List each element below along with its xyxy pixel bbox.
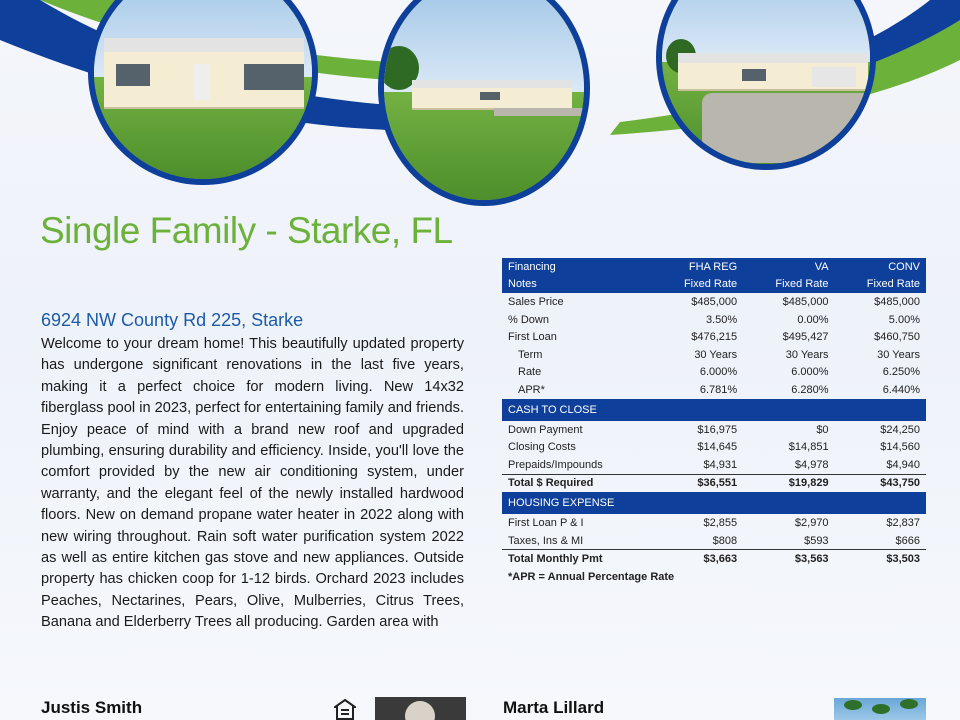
financing-header-row	[502, 258, 926, 276]
table-cell: 6.000%	[699, 366, 738, 379]
table-row	[502, 532, 926, 550]
property-address: 6924 NW County Rd 225, Starke	[41, 310, 304, 330]
table-cell: 30 Years	[694, 348, 738, 361]
table-cell: $14,645	[697, 441, 738, 454]
lender-logo-image	[834, 698, 926, 720]
cash-to-close-header	[502, 399, 926, 421]
table-cell: 6.440%	[882, 383, 920, 396]
row-label: Down Payment	[508, 423, 583, 436]
table-cell: 30 Years	[785, 348, 829, 361]
row-label: Closing Costs	[508, 441, 576, 454]
table-cell: $3,503	[835, 550, 926, 568]
house-photo-yard	[378, 0, 590, 206]
table-cell: $808	[712, 534, 738, 547]
table-cell: $14,851	[788, 441, 829, 454]
table-cell: 6.280%	[791, 383, 829, 396]
table-cell: $485,000	[691, 295, 738, 308]
table-cell: $36,551	[652, 474, 743, 492]
table-cell: $485,000	[782, 295, 829, 308]
table-cell: $460,750	[874, 331, 920, 344]
table-header-cell: Fixed Rate	[743, 276, 834, 294]
section-title: HOUSING EXPENSE	[502, 492, 926, 514]
table-header-cell: Fixed Rate	[835, 276, 926, 294]
listing-title: Single Family - Starke, FL	[40, 210, 453, 251]
table-cell: 0.00%	[797, 313, 829, 326]
table-cell: 6.000%	[791, 366, 829, 379]
table-row	[502, 381, 926, 399]
house-photo-front	[88, 0, 318, 185]
table-cell: $476,215	[691, 331, 738, 344]
row-label: Rate	[518, 366, 542, 379]
table-cell: $593	[804, 534, 829, 547]
table-cell: $16,975	[697, 423, 738, 436]
table-cell: $4,978	[794, 458, 829, 471]
table-row	[502, 311, 926, 329]
housing-expense-header	[502, 492, 926, 514]
table-cell: $0	[816, 423, 829, 436]
row-label: APR*	[518, 383, 545, 396]
table-cell: $2,970	[794, 516, 829, 529]
table-row	[502, 364, 926, 382]
agent-photo	[375, 697, 466, 720]
table-cell: 30 Years	[877, 348, 920, 361]
apr-note: *APR = Annual Percentage Rate	[508, 570, 675, 583]
table-row	[502, 346, 926, 364]
table-header-cell: FHA REG	[652, 258, 743, 276]
table-row	[502, 328, 926, 346]
table-row	[502, 421, 926, 439]
table-cell: 3.50%	[705, 313, 738, 326]
table-cell: $43,750	[835, 474, 926, 492]
agent-name-1: Justis Smith	[41, 698, 143, 717]
table-cell: $14,560	[880, 441, 920, 454]
apr-note-row	[502, 568, 926, 586]
equal-housing-icon	[334, 699, 356, 720]
row-label: Sales Price	[508, 295, 564, 308]
table-row	[502, 293, 926, 311]
table-cell: $19,829	[743, 474, 834, 492]
table-cell: $485,000	[874, 295, 920, 308]
table-row	[502, 514, 926, 532]
cash-total-row	[502, 474, 926, 492]
table-cell: $3,663	[652, 550, 743, 568]
table-cell: $666	[895, 534, 920, 547]
row-label: First Loan P & I	[508, 516, 584, 529]
table-cell: $495,427	[782, 331, 829, 344]
row-label: Total $ Required	[502, 474, 652, 492]
table-cell: $4,931	[703, 458, 738, 471]
table-cell: $3,563	[743, 550, 834, 568]
table-cell: $2,837	[886, 516, 920, 529]
notes-header-row	[502, 276, 926, 294]
table-cell: 6.781%	[699, 383, 738, 396]
table-header-cell: Notes	[502, 276, 652, 294]
table-header-cell: Financing	[502, 258, 652, 276]
section-title: CASH TO CLOSE	[502, 399, 926, 421]
table-header-cell: VA	[743, 258, 834, 276]
housing-total-row	[502, 550, 926, 568]
financing-table	[502, 258, 926, 586]
house-photo-driveway	[656, 0, 876, 170]
row-label: % Down	[508, 313, 549, 326]
agent-name-2: Marta Lillard	[503, 698, 605, 717]
row-label: Taxes, Ins & MI	[508, 534, 584, 547]
table-cell: 5.00%	[888, 313, 920, 326]
row-label: Term	[518, 348, 543, 361]
table-row	[502, 438, 926, 456]
row-label: Total Monthly Pmt	[502, 550, 652, 568]
row-label: Prepaids/Impounds	[508, 458, 603, 471]
row-label: First Loan	[508, 331, 557, 344]
table-cell: 6.250%	[882, 366, 920, 379]
table-cell: $4,940	[886, 458, 920, 471]
table-row	[502, 456, 926, 474]
table-header-cell: CONV	[835, 258, 926, 276]
table-cell: $2,855	[703, 516, 738, 529]
table-cell: $24,250	[880, 423, 920, 436]
table-header-cell: Fixed Rate	[652, 276, 743, 294]
property-description: Welcome to your dream home! This beautifully updated property has undergone significant renovations in the last five years, making it a perfect choice for modern living. New 14x32 fiberglass pool in 2023, perfect for entertaining family and friends. Enjoy peace of mind with a brand new roof and upgraded plumbing, ensuring durability and efficiency. Inside, you'll love the comfort provided by the new air conditioning system, under warranty, and the elegant feel of the newly installed hardwood floors. New on demand propane water heater in 2022 along with new wiring throughout. Rain soft water purification system 2022 as well as entire kitchen gas stove and new appliances. Outside property has chicken coop for 1-12 birds. Orchard 2023 includes Peaches, Nectarines, Pears, Olive, Mulberries, Citrus Trees, Banana and Elderberry Trees all producing. Garden area with	[41, 336, 464, 631]
